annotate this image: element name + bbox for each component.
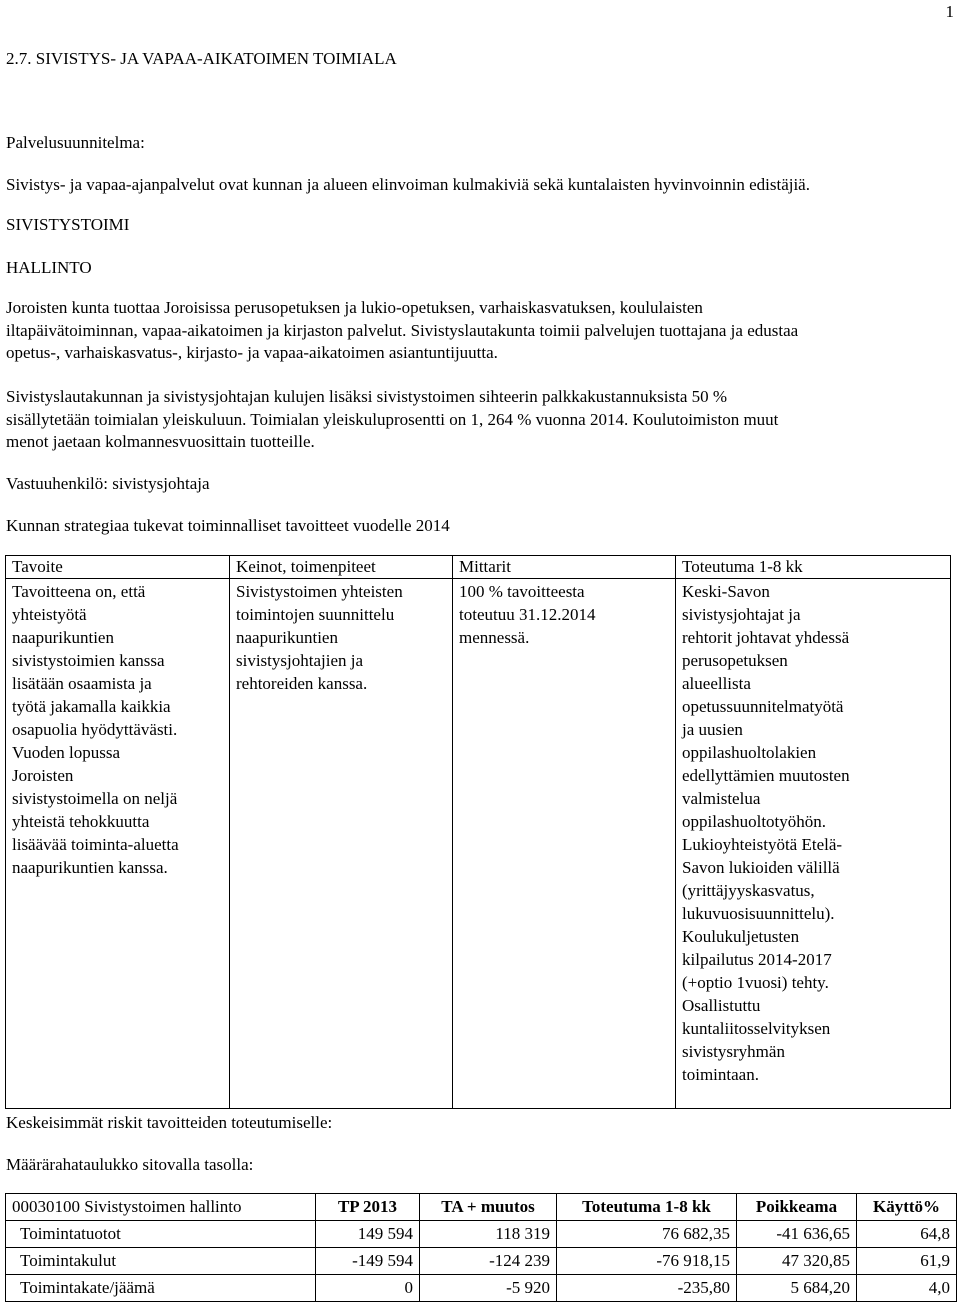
header-goal: Tavoite — [6, 556, 230, 579]
realization-line: oppilashuoltotyöhön. — [682, 812, 827, 831]
realization-line: edellyttämien muutosten — [682, 766, 850, 785]
cell-ta-muutos: 118 319 — [420, 1221, 557, 1248]
realization-line: (+optio 1vuosi) tehty. — [682, 973, 829, 992]
goal-line: Joroisten — [12, 766, 74, 785]
cell-tp2013: 0 — [316, 1275, 420, 1302]
row-label: Toimintakate/jäämä — [6, 1275, 316, 1302]
goal-line: lisätään osaamista ja — [12, 674, 152, 693]
header-means: Keinot, toimenpiteet — [230, 556, 453, 579]
cell-poikkeama: 47 320,85 — [737, 1248, 857, 1275]
realization-cell — [676, 579, 951, 1109]
cell-toteutuma: -235,80 — [557, 1275, 737, 1302]
budget-table — [5, 1193, 957, 1302]
header-metrics: Mittarit — [453, 556, 676, 579]
unit-heading: SIVISTYSTOIMI — [6, 215, 130, 234]
realization-line: Keski-Savon — [682, 582, 770, 601]
cell-kaytto: 61,9 — [857, 1248, 957, 1275]
means-cell — [230, 579, 453, 1109]
budget-table-header — [6, 1194, 957, 1221]
paragraph-costs — [6, 386, 941, 454]
cell-ta-muutos: -5 920 — [420, 1275, 557, 1302]
paragraph-line: iltapäivätoiminnan, vapaa-aikatoimen ja kirjaston palvelut. Sivistyslautakunta toimii palvelujen tuottajana ja edustaa — [6, 320, 799, 340]
budget-row — [6, 1221, 957, 1248]
realization-line: Savon lukioiden välillä — [682, 858, 840, 877]
header-realization: Toteutuma 1-8 kk — [676, 556, 951, 579]
cell-tp2013: -149 594 — [316, 1248, 420, 1275]
page-number: 1 — [945, 2, 954, 21]
goal-line: naapurikuntien — [12, 628, 114, 647]
realization-line: rehtorit johtavat yhdessä — [682, 628, 850, 647]
realization-line: Osallistuttu — [682, 996, 761, 1015]
header-toteutuma: Toteutuma 1-8 kk — [557, 1194, 737, 1221]
risks-label: Keskeisimmät riskit tavoitteiden toteutumiselle: — [6, 1113, 333, 1132]
intro-sentence: Sivistys- ja vapaa-ajanpalvelut ovat kunnan ja alueen elinvoiman kulmakiviä sekä kuntalaisten hyvinvoinnin edistäjiä. — [6, 175, 810, 194]
means-line: Sivistystoimen yhteisten — [236, 582, 403, 601]
cell-kaytto: 64,8 — [857, 1221, 957, 1248]
goal-line: sivistystoimella on neljä — [12, 789, 178, 808]
row-label: Toimintakulut — [6, 1248, 316, 1275]
goals-table-header — [6, 556, 951, 579]
goals-table — [5, 555, 951, 1109]
paragraph-line: menot jaetaan kolmannesvuosittain tuotteille. — [6, 432, 315, 451]
cell-toteutuma: -76 918,15 — [557, 1248, 737, 1275]
paragraph-line: opetus-, varhaiskasvatus-, kirjasto- ja vapaa-aikatoimen asiantuntijuutta. — [6, 343, 498, 362]
goal-line: lisäävää toiminta-aluetta — [12, 835, 179, 854]
paragraph-services — [6, 297, 941, 365]
metrics-cell — [453, 579, 676, 1109]
service-plan-label: Palvelusuunnitelma: — [6, 133, 145, 152]
realization-line: Koulukuljetusten — [682, 927, 800, 946]
header-ta-muutos: TA + muutos — [420, 1194, 557, 1221]
realization-line: alueellista — [682, 674, 751, 693]
cell-kaytto: 4,0 — [857, 1275, 957, 1302]
realization-line: ja uusien — [682, 720, 743, 739]
realization-line: lukuvuosisuunnittelu). — [682, 904, 835, 923]
header-tp2013: TP 2013 — [316, 1194, 420, 1221]
paragraph-line: Sivistyslautakunnan ja sivistysjohtajan kulujen lisäksi sivistystoimen sihteerin palkkakustannuksista 50 % — [6, 387, 728, 406]
metrics-line: 100 % tavoitteesta — [459, 582, 585, 601]
budget-row — [6, 1275, 957, 1302]
metrics-line: toteutuu 31.12.2014 — [459, 605, 596, 624]
realization-line: kuntaliitosselvityksen — [682, 1019, 831, 1038]
metrics-line: mennessä. — [459, 628, 530, 647]
header-poikkeama: Poikkeama — [737, 1194, 857, 1221]
realization-line: valmistelua — [682, 789, 761, 808]
goal-line: yhteistä tehokkuutta — [12, 812, 150, 831]
realization-line: (yrittäjyyskasvatus, — [682, 881, 815, 900]
goal-cell — [6, 579, 230, 1109]
means-line: naapurikuntien — [236, 628, 338, 647]
responsible-person: Vastuuhenkilö: sivistysjohtaja — [6, 474, 210, 493]
row-label: Toimintatuotot — [6, 1221, 316, 1248]
goal-line: osapuolia hyödyttävästi. — [12, 720, 178, 739]
paragraph-line: Joroisten kunta tuottaa Joroisissa perusopetuksen ja lukio-opetuksen, varhaiskasvatuksen, koululaisten — [6, 298, 703, 317]
paragraph-line: sisällytetään toimialan yleiskuluun. Toimialan yleiskuluprosentti on 1, 264 % vuonna 2014. Koulutoimiston muut — [6, 409, 779, 429]
section-heading: 2.7. SIVISTYS- JA VAPAA-AIKATOIMEN TOIMIALA — [6, 49, 397, 68]
realization-line: sivistysryhmän — [682, 1042, 785, 1061]
realization-line: sivistysjohtajat ja — [682, 605, 801, 624]
means-line: sivistysjohtajien ja — [236, 651, 364, 670]
realization-line: opetussuunnitelmatyötä — [682, 697, 844, 716]
realization-line: kilpailutus 2014-2017 — [682, 950, 832, 969]
goal-line: Vuoden lopussa — [12, 743, 121, 762]
goal-line: naapurikuntien kanssa. — [12, 858, 168, 877]
budget-label: Määrärahataulukko sitovalla tasolla: — [6, 1155, 254, 1174]
realization-line: toimintaan. — [682, 1065, 759, 1084]
means-line: toimintojen suunnittelu — [236, 605, 395, 624]
cell-tp2013: 149 594 — [316, 1221, 420, 1248]
header-kaytto: Käyttö% — [857, 1194, 957, 1221]
goal-line: sivistystoimien kanssa — [12, 651, 165, 670]
realization-line: oppilashuoltolakien — [682, 743, 817, 762]
cell-toteutuma: 76 682,35 — [557, 1221, 737, 1248]
sub-heading: HALLINTO — [6, 258, 92, 277]
cell-poikkeama: -41 636,65 — [737, 1221, 857, 1248]
goals-table-row — [6, 579, 951, 1109]
header-account: 00030100 Sivistystoimen hallinto — [6, 1194, 316, 1221]
means-line: rehtoreiden kanssa. — [236, 674, 368, 693]
budget-row — [6, 1248, 957, 1275]
goal-line: työtä jakamalla kaikkia — [12, 697, 171, 716]
goal-line: Tavoitteena on, että — [12, 582, 146, 601]
goal-line: yhteistyötä — [12, 605, 87, 624]
realization-line: perusopetuksen — [682, 651, 788, 670]
cell-poikkeama: 5 684,20 — [737, 1275, 857, 1302]
strategy-heading: Kunnan strategiaa tukevat toiminnalliset tavoitteet vuodelle 2014 — [6, 516, 450, 535]
cell-ta-muutos: -124 239 — [420, 1248, 557, 1275]
realization-line: Lukioyhteistyötä Etelä- — [682, 835, 843, 854]
